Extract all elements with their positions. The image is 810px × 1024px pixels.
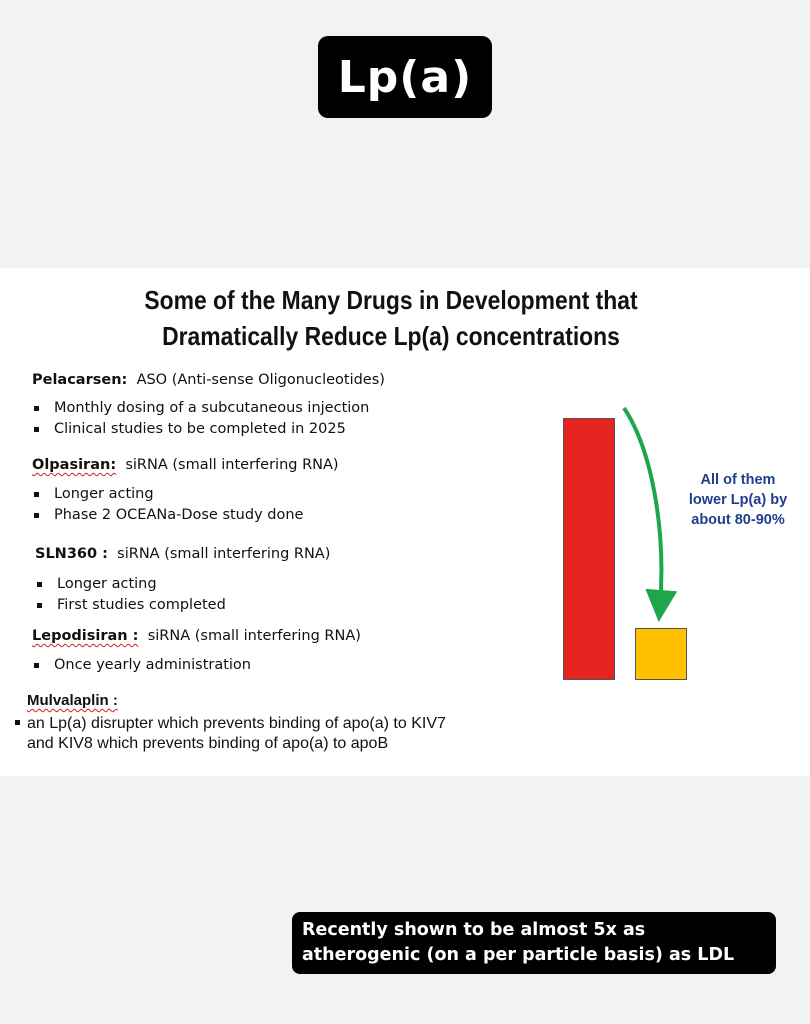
drug-type: siRNA (small interfering RNA) — [117, 546, 331, 562]
title-text: Lp(a) — [337, 51, 473, 103]
list-item — [32, 398, 369, 419]
bullet-square-icon — [34, 492, 39, 497]
reduction-arrow-icon — [540, 380, 800, 680]
list-item-text: Phase 2 OCEANa-Dose study done — [54, 507, 304, 523]
drug-type: siRNA (small interfering RNA) — [125, 457, 339, 473]
drug-type: ASO (Anti-sense Oligonucleotides) — [136, 372, 385, 388]
list-item — [32, 484, 303, 505]
drug-points-sln360 — [35, 574, 226, 616]
chart-annotation — [678, 470, 798, 530]
bullet-square-icon — [15, 720, 20, 725]
annotation-line: lower Lp(a) by — [688, 492, 788, 508]
drug-heading-sln360 — [35, 546, 330, 562]
drug-heading-lepodisiran — [32, 628, 361, 644]
list-item-text: Clinical studies to be completed in 2025 — [54, 421, 346, 437]
slide-heading-line-2: Dramatically Reduce Lp(a) concentrations — [162, 321, 620, 351]
reduction-chart — [540, 380, 800, 680]
bullet-square-icon — [37, 603, 42, 608]
drug-heading-mulvalaplin — [27, 692, 118, 709]
drug-name: Mulvalaplin : — [27, 692, 118, 709]
bullet-square-icon — [34, 427, 39, 432]
drug-description-mulvalaplin: an Lp(a) disrupter which prevents binding of apo(a) to KIV7 and KIV8 which prevents binding of apo(a) to apoB — [27, 715, 446, 752]
drug-name: SLN360 : — [35, 546, 108, 562]
bullet-square-icon — [37, 582, 42, 587]
drug-points-olpasiran — [32, 484, 303, 526]
title-badge — [318, 36, 492, 118]
list-item-text: Longer acting — [57, 576, 157, 592]
slide-heading — [47, 282, 735, 354]
bullet-square-icon — [34, 663, 39, 668]
annotation-line: about 80-90% — [691, 512, 785, 528]
list-item — [35, 574, 226, 595]
drug-heading-olpasiran — [32, 457, 339, 473]
caption-line-2: atherogenic (on a per particle basis) as LDL — [302, 945, 735, 965]
drug-heading-pelacarsen — [32, 372, 385, 388]
list-item-text: First studies completed — [57, 597, 226, 613]
list-item-text: Longer acting — [54, 486, 154, 502]
bullet-square-icon — [34, 406, 39, 411]
slide-panel — [0, 268, 810, 776]
drug-name: Olpasiran: — [32, 457, 117, 473]
list-item — [32, 505, 303, 526]
bullet-square-icon — [34, 513, 39, 518]
drug-name: Pelacarsen: — [32, 372, 128, 388]
list-item — [35, 595, 226, 616]
drug-name: Lepodisiran : — [32, 628, 139, 644]
list-item — [32, 419, 369, 440]
drug-type: siRNA (small interfering RNA) — [147, 628, 361, 644]
list-item-text: Monthly dosing of a subcutaneous injection — [54, 400, 370, 416]
arrow-curve — [624, 408, 661, 606]
slide-heading-line-1: Some of the Many Drugs in Development that — [144, 285, 638, 315]
caption-text — [302, 918, 772, 968]
list-item — [32, 655, 251, 676]
drug-points-lepodisiran — [32, 655, 251, 676]
caption-box — [292, 912, 776, 974]
annotation-line: All of them — [700, 472, 776, 488]
drug-points-pelacarsen — [32, 398, 369, 440]
list-item-text: Once yearly administration — [54, 657, 251, 673]
caption-line-1: Recently shown to be almost 5x as — [302, 920, 646, 940]
